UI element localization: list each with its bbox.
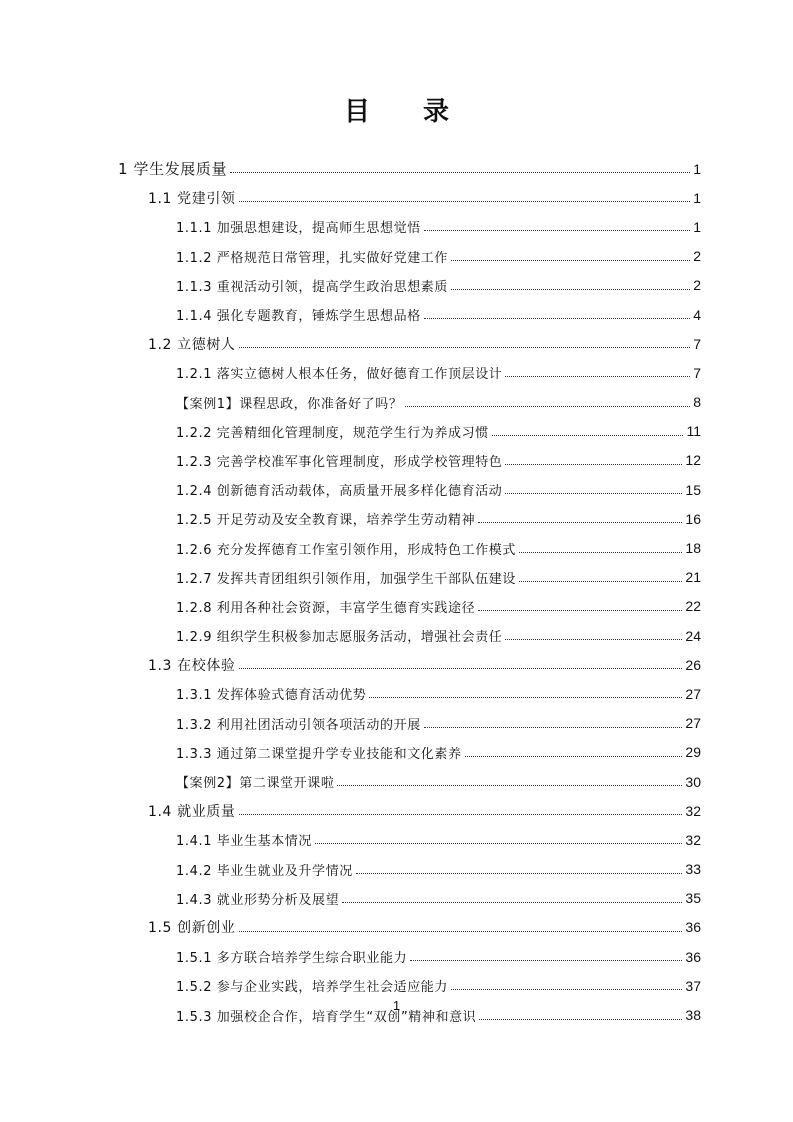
- toc-entry[interactable]: [0, 388, 793, 417]
- toc-entry[interactable]: [0, 709, 793, 738]
- toc-entry[interactable]: [0, 650, 793, 679]
- toc-entry-page: 7: [693, 364, 701, 381]
- toc-entry-title: 1.1.2 严格规范日常管理，扎实做好党建工作: [176, 250, 449, 266]
- toc-entry-page: 32: [685, 831, 701, 848]
- dot-leader: [492, 435, 684, 436]
- toc-entry-title: 1.1.4 强化专题教育，锤炼学生思想品格: [176, 309, 421, 325]
- toc-entry-page: 37: [685, 977, 701, 994]
- toc-entry-page: 21: [685, 569, 701, 586]
- table-of-contents: [0, 154, 793, 1030]
- toc-entry-title: 1.5.1 多方联合培养学生综合职业能力: [176, 951, 408, 967]
- page-number: 1: [392, 998, 401, 1013]
- toc-entry-title: 1.1 党建引领: [148, 190, 236, 207]
- toc-entry[interactable]: [0, 796, 793, 825]
- dot-leader: [451, 289, 690, 290]
- toc-entry-page: 16: [685, 510, 701, 527]
- dot-leader: [356, 873, 683, 874]
- dot-leader: [342, 902, 682, 903]
- toc-entry-title: 1 学生发展质量: [118, 160, 228, 179]
- toc-entry[interactable]: [0, 621, 793, 650]
- toc-entry-page: 22: [685, 598, 701, 615]
- toc-entry[interactable]: [0, 271, 793, 300]
- toc-entry-page: 36: [685, 919, 701, 936]
- toc-entry[interactable]: [0, 475, 793, 504]
- toc-entry-page: 35: [685, 890, 701, 907]
- dot-leader: [230, 172, 690, 173]
- toc-entry[interactable]: [0, 825, 793, 854]
- toc-entry-page: 8: [693, 394, 701, 411]
- toc-entry[interactable]: [0, 592, 793, 621]
- toc-entry-title: 1.3.3 通过第二课堂提升学专业技能和文化素养: [176, 746, 462, 762]
- toc-entry-title: 1.2.8 利用各种社会资源，丰富学生德育实践途径: [176, 600, 476, 616]
- toc-entry-page: 24: [685, 627, 701, 644]
- toc-entry-page: 11: [686, 423, 701, 440]
- toc-entry[interactable]: [0, 971, 793, 1000]
- dot-leader: [478, 522, 682, 523]
- toc-entry-title: 1.2.2 完善精细化管理制度，规范学生行为养成习惯: [176, 425, 489, 441]
- toc-entry[interactable]: [0, 300, 793, 329]
- dot-leader: [519, 552, 682, 553]
- dot-leader: [239, 201, 691, 202]
- dot-leader: [451, 260, 690, 261]
- toc-entry-page: 2: [693, 277, 701, 294]
- dot-leader: [369, 697, 682, 698]
- dot-leader: [239, 347, 691, 348]
- toc-entry-title: 1.5.3 加强校企合作，培育学生“双创”精神和意识: [176, 1009, 477, 1025]
- dot-leader: [505, 376, 690, 377]
- toc-entry-page: 18: [685, 540, 701, 557]
- toc-entry-title: 1.2.7 发挥共青团组织引领作用，加强学生干部队伍建设: [176, 571, 517, 587]
- dot-leader: [424, 230, 690, 231]
- toc-entry-page: 1: [693, 189, 701, 206]
- toc-entry-title: 1.2.9 组织学生积极参加志愿服务活动，增强社会责任: [176, 630, 503, 646]
- toc-entry[interactable]: [0, 679, 793, 708]
- toc-entry[interactable]: [0, 183, 793, 212]
- toc-entry[interactable]: [0, 855, 793, 884]
- toc-entry[interactable]: [0, 504, 793, 533]
- dot-leader: [239, 931, 683, 932]
- toc-entry-title: 1.2 立德树人: [148, 336, 236, 353]
- dot-leader: [239, 668, 683, 669]
- toc-entry[interactable]: [0, 154, 793, 183]
- dot-leader: [465, 756, 683, 757]
- toc-entry-page: 4: [693, 306, 701, 323]
- toc-entry-page: 1: [693, 160, 701, 177]
- toc-entry-page: 12: [685, 452, 701, 469]
- toc-entry-page: 36: [685, 948, 701, 965]
- toc-entry[interactable]: [0, 212, 793, 241]
- toc-entry[interactable]: [0, 767, 793, 796]
- toc-entry[interactable]: [0, 533, 793, 562]
- toc-entry-page: 32: [685, 802, 701, 819]
- toc-entry[interactable]: [0, 942, 793, 971]
- toc-entry-title: 1.3.2 利用社团活动引领各项活动的开展: [176, 717, 421, 733]
- dot-leader: [505, 493, 682, 494]
- dot-leader: [315, 843, 682, 844]
- dot-leader: [424, 318, 690, 319]
- toc-entry[interactable]: [0, 358, 793, 387]
- toc-entry-page: 26: [685, 656, 701, 673]
- toc-entry-title: 1.4.2 毕业生就业及升学情况: [176, 863, 353, 879]
- toc-entry[interactable]: [0, 242, 793, 271]
- toc-entry[interactable]: [0, 563, 793, 592]
- toc-entry-page: 30: [685, 773, 701, 790]
- toc-entry-title: 1.2.6 充分发挥德育工作室引领作用，形成特色工作模式: [176, 542, 517, 558]
- dot-leader: [478, 610, 682, 611]
- toc-entry-title: 1.4.3 就业形势分析及展望: [176, 892, 340, 908]
- toc-entry-title: 1.2.4 创新德育活动载体，高质量开展多样化德育活动: [176, 484, 503, 500]
- toc-entry-page: 33: [685, 861, 701, 878]
- toc-entry[interactable]: [0, 913, 793, 942]
- dot-leader: [424, 727, 683, 728]
- toc-entry[interactable]: [0, 417, 793, 446]
- dot-leader: [505, 639, 682, 640]
- toc-entry-title: 1.2.3 完善学校准军事化管理制度，形成学校管理特色: [176, 454, 503, 470]
- toc-entry-title: 1.2.5 开足劳动及安全教育课，培养学生劳动精神: [176, 513, 476, 529]
- toc-entry-page: 27: [685, 715, 701, 732]
- toc-entry-page: 15: [685, 481, 701, 498]
- toc-entry-page: 38: [685, 1007, 701, 1024]
- toc-entry-title: 1.1.3 重视活动引领，提高学生政治思想素质: [176, 279, 449, 295]
- dot-leader: [239, 814, 683, 815]
- dot-leader: [519, 581, 682, 582]
- dot-leader: [505, 464, 682, 465]
- dot-leader: [451, 989, 682, 990]
- toc-entry-title: 1.2.1 落实立德树人根本任务，做好德育工作顶层设计: [176, 367, 503, 383]
- toc-entry-title: 1.1.1 加强思想建设，提高师生思想觉悟: [176, 221, 421, 237]
- dot-leader: [405, 406, 690, 407]
- toc-entry-page: 29: [685, 744, 701, 761]
- toc-entry-page: 2: [693, 248, 701, 265]
- toc-entry[interactable]: [0, 329, 793, 358]
- toc-entry-title: 1.4 就业质量: [148, 803, 236, 820]
- toc-entry-title: 1.4.1 毕业生基本情况: [176, 834, 313, 850]
- toc-entry-title: 1.5 创新创业: [148, 920, 236, 937]
- document-title: 目 录: [343, 97, 472, 127]
- toc-entry-page: 7: [693, 335, 701, 352]
- dot-leader: [410, 960, 682, 961]
- toc-entry-title: 1.5.2 参与企业实践，培养学生社会适应能力: [176, 980, 449, 996]
- toc-entry[interactable]: [0, 446, 793, 475]
- dot-leader: [479, 1019, 682, 1020]
- dot-leader: [337, 785, 682, 786]
- toc-entry[interactable]: [0, 738, 793, 767]
- toc-entry-title: 【案例1】课程思政，你准备好了吗？: [176, 396, 403, 412]
- toc-entry-title: 1.3.1 发挥体验式德育活动优势: [176, 688, 367, 704]
- toc-entry-title: 1.3 在校体验: [148, 657, 236, 674]
- toc-entry-title: 【案例2】第二课堂开课啦: [176, 776, 335, 792]
- toc-entry[interactable]: [0, 884, 793, 913]
- toc-entry-page: 27: [685, 685, 701, 702]
- toc-entry-page: 1: [693, 218, 701, 235]
